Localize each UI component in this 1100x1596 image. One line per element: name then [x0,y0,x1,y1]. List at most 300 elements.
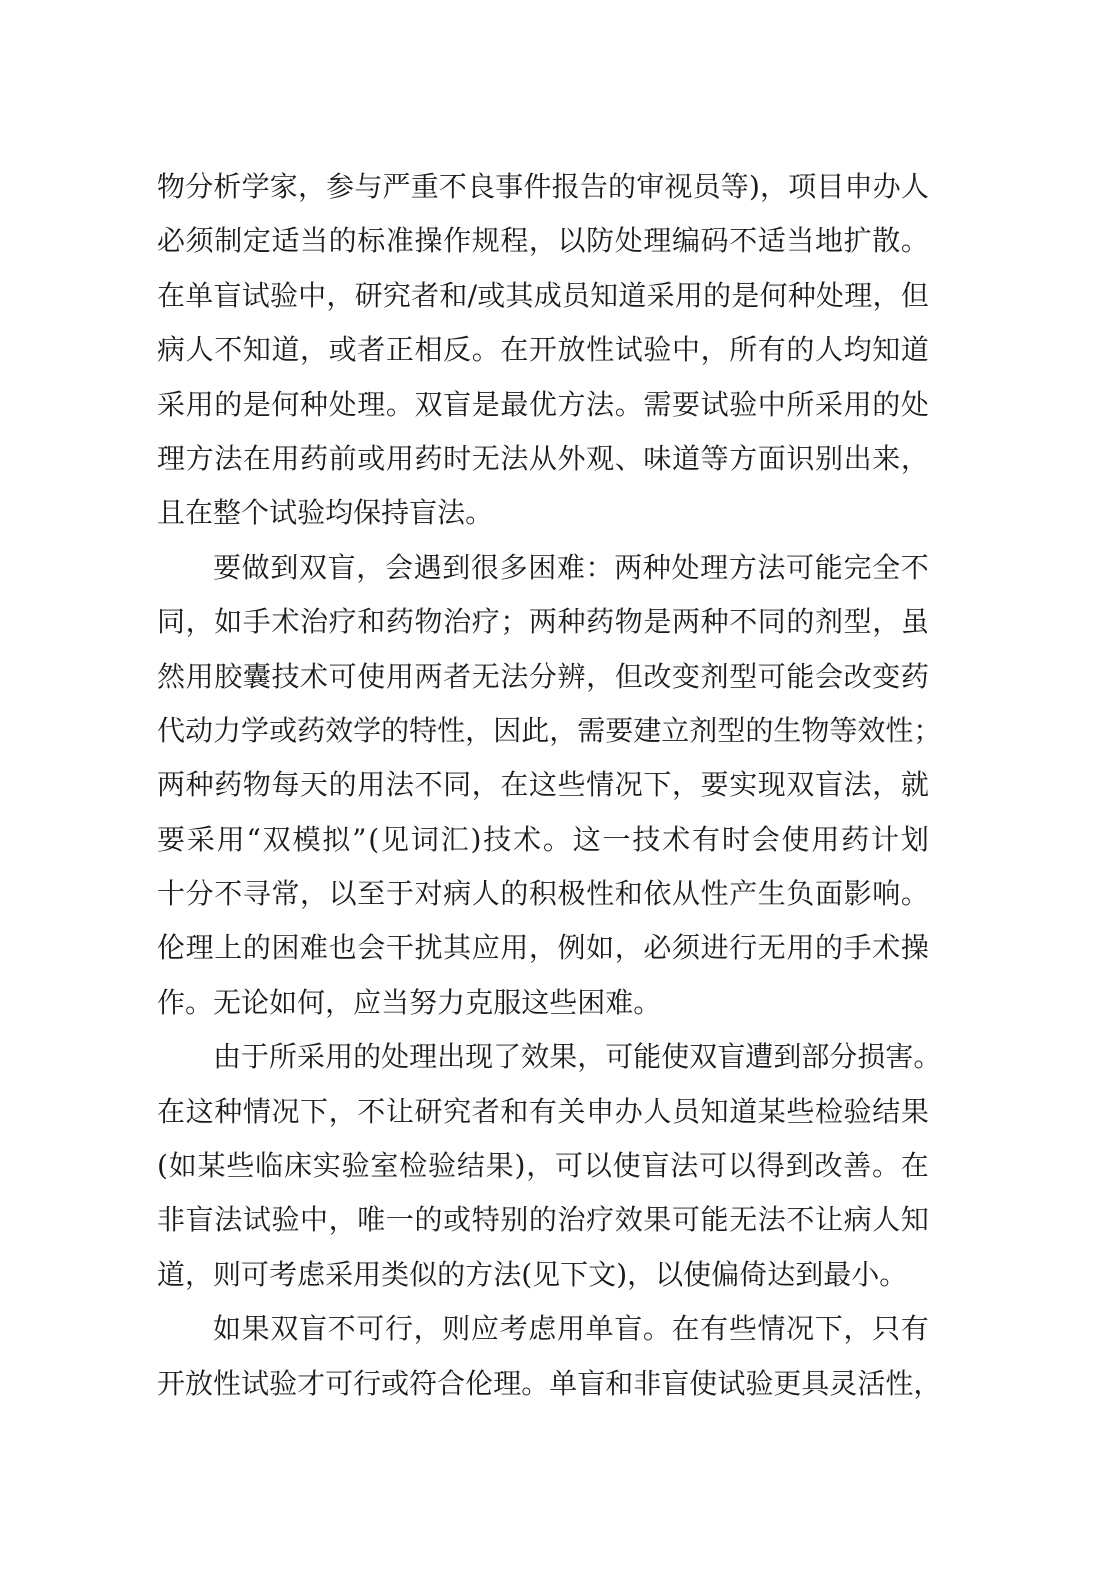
glyph: 知 [700,1094,729,1128]
glyph: 道 [671,441,700,475]
glyph: 采 [297,1040,326,1074]
glyph: 情 [242,1094,271,1128]
glyph: 用 [385,441,414,475]
glyph: 情 [757,1312,786,1346]
glyph: 如 [168,1149,197,1183]
glyph: 更 [773,1366,802,1400]
glyph: 研 [354,278,383,312]
glyph: ， [900,441,929,475]
glyph: 伦 [465,1366,494,1400]
glyph: 或 [357,441,386,475]
glyph: 学 [241,713,270,747]
glyph: “ [246,822,261,856]
glyph: 部 [801,1040,830,1074]
glyph: 用 [357,768,386,802]
glyph: 用 [271,441,300,475]
glyph: 最 [500,387,529,421]
glyph: 物 [801,713,830,747]
glyph: 型 [717,713,746,747]
glyph: 或 [477,278,506,312]
glyph: 人 [643,1094,672,1128]
glyph: 于 [241,1040,270,1074]
glyph: 应 [470,1312,499,1346]
glyph: 程 [500,224,529,258]
glyph: 。 [879,1257,908,1291]
glyph: 的 [437,1257,466,1291]
glyph: 办 [872,170,901,203]
glyph: 对 [414,877,443,911]
glyph: 克 [465,985,494,1019]
glyph: 采 [325,1257,354,1291]
glyph: 有 [700,1312,729,1346]
glyph: 到 [773,1040,802,1074]
glyph: 术 [513,822,542,856]
glyph: 现 [757,768,786,802]
glyph: 至 [357,877,386,911]
glyph: 是 [242,387,271,421]
text-line [157,1139,929,1193]
glyph: 验 [843,1094,872,1128]
glyph: 负 [786,877,815,911]
glyph: 双 [270,1312,299,1346]
glyph: 下 [560,1257,589,1291]
glyph: 词 [410,822,439,856]
glyph: 遭 [745,1040,774,1074]
glyph: 处 [816,278,845,312]
glyph: 天 [300,768,329,802]
glyph: 使 [612,1149,641,1183]
glyph: 。 [642,1312,671,1346]
glyph: 应 [353,985,382,1019]
glyph: 十 [157,877,186,911]
glyph: 验 [271,1203,300,1237]
glyph: 符 [409,1366,438,1400]
glyph: 才 [297,1366,326,1400]
glyph: 无 [757,931,786,965]
glyph: 。 [465,496,494,530]
glyph: 目 [816,170,845,203]
glyph: 是 [731,278,760,312]
glyph: 采 [157,387,186,421]
glyph: 的 [328,224,357,258]
glyph: 人 [815,333,844,367]
glyph: 何 [297,985,326,1019]
glyph: 某 [197,1149,226,1183]
glyph: 盲 [298,1312,327,1346]
glyph: 胶 [214,659,243,693]
glyph: 术 [662,822,691,856]
glyph: 干 [385,931,414,965]
text-line [157,704,942,758]
glyph: 试 [241,278,270,312]
glyph: ， [528,931,557,965]
glyph: 使 [357,659,386,693]
glyph: 性 [885,713,914,747]
glyph: 此 [521,713,550,747]
glyph: 何 [759,278,788,312]
glyph: 的 [786,333,815,367]
glyph: 可 [328,659,357,693]
glyph: 以 [583,1149,612,1183]
glyph: 盲 [717,1040,746,1074]
glyph: 的 [328,768,357,802]
glyph: 良 [467,170,496,203]
glyph: 困 [528,550,557,584]
glyph: 所 [729,333,758,367]
glyph: 验 [745,1366,774,1400]
glyph: 件 [523,170,552,203]
glyph: 立 [661,713,690,747]
glyph: 难 [300,931,329,965]
glyph: 如 [213,1312,242,1346]
glyph: 会 [815,659,844,693]
glyph: ( [521,1257,533,1291]
glyph: 积 [528,877,557,911]
glyph: 用 [185,387,214,421]
glyph: ， [185,1257,214,1291]
glyph: 正 [385,333,414,367]
glyph: 验 [643,333,672,367]
glyph: 面 [815,877,844,911]
glyph: 不 [214,333,243,367]
glyph: 在 [185,496,214,530]
glyph: 的 [872,387,901,421]
glyph: 制 [214,224,243,258]
glyph: 些 [226,1149,255,1183]
glyph: 操 [414,224,443,258]
glyph: 然 [157,659,186,693]
text-line [157,432,929,486]
paragraph-first-line [157,1030,942,1084]
glyph: 中 [757,387,786,421]
glyph: 外 [557,441,586,475]
glyph: 病 [443,877,472,911]
glyph: ， [913,1366,942,1400]
glyph: 。 [871,1149,900,1183]
glyph: 改 [843,659,872,693]
glyph: 双 [414,387,443,421]
glyph: 虑 [528,1312,557,1346]
glyph: 药 [586,605,615,639]
glyph: 同 [757,605,786,639]
glyph: 须 [185,224,214,258]
glyph: 使 [661,1040,690,1074]
glyph: 法 [493,1257,522,1291]
glyph: 生 [773,713,802,747]
glyph: 每 [271,768,300,802]
glyph: 做 [241,550,270,584]
glyph: 考 [269,1257,298,1291]
glyph: 当 [381,985,410,1019]
glyph: 困 [577,985,606,1019]
glyph: 别 [500,1203,529,1237]
glyph: 别 [815,441,844,475]
glyph: 很 [470,550,499,584]
glyph: 识 [786,441,815,475]
glyph: 试 [242,1203,271,1237]
glyph: ， [671,768,700,802]
text-line [157,976,929,1030]
glyph: 果 [241,1312,270,1346]
glyph: 法 [437,496,466,530]
glyph: 的 [353,1040,382,1074]
glyph: 力 [437,985,466,1019]
glyph: 重 [410,170,439,203]
glyph: 的 [745,713,774,747]
glyph: 可 [699,1149,728,1183]
glyph: 的 [528,1203,557,1237]
body-text [157,160,942,1411]
paragraph-first-line [157,1302,929,1356]
glyph: 或 [443,1203,472,1237]
glyph: 一 [602,822,631,856]
glyph: ( [157,1149,168,1183]
glyph: 下 [814,1312,843,1346]
glyph: 有 [692,822,721,856]
glyph: 如 [214,605,243,639]
glyph: 极 [557,877,586,911]
glyph: 两 [157,768,186,802]
glyph: 要 [671,387,700,421]
glyph: 标 [357,224,386,258]
glyph: 不 [900,550,929,584]
glyph: 响 [872,877,901,911]
glyph: 试 [241,1366,270,1400]
glyph: 理 [493,1366,522,1400]
glyph: 行 [384,1312,413,1346]
glyph: 果 [643,1203,672,1237]
glyph: 前 [328,441,357,475]
glyph: 况 [614,768,643,802]
glyph: 双 [786,768,815,802]
glyph: 与 [354,170,383,203]
glyph: 知 [242,333,271,367]
glyph: 虑 [297,1257,326,1291]
glyph: 建 [633,713,662,747]
glyph: 盲 [327,550,356,584]
glyph: 要 [157,822,186,856]
glyph: 况 [271,1094,300,1128]
glyph: 双 [689,1040,718,1074]
glyph: 用 [786,931,815,965]
glyph: 验 [269,278,298,312]
text-line [157,486,929,540]
glyph: 准 [385,224,414,258]
glyph: 方 [728,550,757,584]
glyph: 员 [671,1094,700,1128]
glyph: 下 [643,768,672,802]
glyph: 要 [605,713,634,747]
glyph: ) [748,170,760,203]
glyph: 理 [157,441,186,475]
glyph: 如 [586,931,615,965]
glyph: 要 [700,768,729,802]
glyph: 汇 [440,822,469,856]
glyph: 审 [636,170,665,203]
glyph: 理 [844,278,873,312]
glyph: 但 [900,278,929,312]
glyph: 法 [670,1149,699,1183]
glyph: ， [185,605,214,639]
glyph: 试 [700,387,729,421]
glyph: 。 [913,1040,942,1074]
glyph: 应 [471,931,500,965]
glyph: 得 [756,1149,785,1183]
glyph: 是 [471,387,500,421]
glyph: 中 [298,278,327,312]
glyph: 物 [242,768,271,802]
glyph: 在 [157,278,186,312]
glyph: 在 [900,1149,929,1183]
glyph: 出 [843,441,872,475]
glyph: ) [616,1257,628,1291]
glyph: 特 [471,1203,500,1237]
glyph: 药 [414,441,443,475]
glyph: 时 [721,822,750,856]
glyph: ； [913,713,942,747]
glyph: 家 [269,170,298,203]
glyph: 观 [586,441,615,475]
glyph: 需 [643,387,672,421]
glyph: 参 [326,170,355,203]
glyph: 室 [370,1149,399,1183]
glyph: 到 [785,1149,814,1183]
glyph: 划 [900,822,929,856]
glyph: 治 [557,1203,586,1237]
glyph: 害 [885,1040,914,1074]
glyph: 的 [414,1203,443,1237]
glyph: 地 [815,224,844,258]
glyph: 病 [843,1203,872,1237]
glyph: 事 [495,170,524,203]
glyph: 些 [549,985,578,1019]
glyph: 手 [843,931,872,965]
glyph: 保 [353,496,382,530]
glyph: 可 [605,1040,634,1074]
glyph: 难 [605,985,634,1019]
glyph: 告 [579,170,608,203]
glyph: 药 [841,822,870,856]
glyph: 检 [815,1094,844,1128]
text-line [157,1357,942,1411]
glyph: 会 [751,822,780,856]
glyph: 成 [533,278,562,312]
glyph: 性 [437,713,466,747]
glyph: 整 [213,496,242,530]
glyph: ， [471,768,500,802]
glyph: 盲 [641,1149,670,1183]
glyph: 不 [786,1203,815,1237]
glyph: 常 [271,877,300,911]
text-line [157,595,929,649]
glyph: 研 [414,1094,443,1128]
glyph: 和 [439,278,468,312]
glyph: 种 [557,605,586,639]
glyph: 型 [729,659,758,693]
glyph: 用 [185,659,214,693]
glyph: 一 [385,1203,414,1237]
glyph: ， [325,985,354,1019]
glyph: 规 [471,224,500,258]
glyph: 或 [269,713,298,747]
glyph: 。 [614,387,643,421]
glyph: 学 [353,713,382,747]
glyph: 有 [757,333,786,367]
glyph: 防 [586,224,615,258]
glyph: 理 [409,1040,438,1074]
glyph: 有 [528,1094,557,1128]
glyph: 双 [298,550,327,584]
glyph: 法 [757,550,786,584]
glyph: 果 [549,1040,578,1074]
glyph: ， [528,224,557,258]
glyph: ； [500,605,529,639]
glyph: 力 [213,713,242,747]
glyph: 分 [185,170,214,203]
glyph: 道 [900,333,929,367]
text-line [157,1085,929,1139]
glyph: 影 [843,877,872,911]
glyph: 可 [757,659,786,693]
glyph: 不 [327,1312,356,1346]
glyph: 者 [357,333,386,367]
glyph: 者 [443,659,472,693]
glyph: 见 [532,1257,561,1291]
glyph: 性 [586,877,615,911]
glyph: 。 [542,822,571,856]
glyph: 生 [757,877,786,911]
glyph: 法 [757,1203,786,1237]
glyph: ， [614,931,643,965]
glyph: 让 [385,1094,414,1128]
glyph: 有 [900,1312,929,1346]
glyph: 和 [605,1366,634,1400]
glyph: 是 [643,605,672,639]
glyph: 某 [757,1094,786,1128]
glyph: 病 [157,333,186,367]
glyph: 代 [157,713,186,747]
glyph: 持 [381,496,410,530]
glyph: 产 [729,877,758,911]
glyph: 采 [186,822,215,856]
glyph: 模 [292,822,321,856]
glyph: 道 [729,1094,758,1128]
glyph: ， [586,659,615,693]
glyph: 如 [269,985,298,1019]
text-line [157,1248,929,1302]
glyph: 些 [728,1312,757,1346]
glyph: 。 [900,877,929,911]
glyph: 以 [557,224,586,258]
glyph: 会 [357,931,386,965]
glyph: 的 [242,931,271,965]
glyph: 况 [786,1312,815,1346]
glyph: 依 [643,877,672,911]
glyph: 辨 [557,659,586,693]
glyph: 办 [614,1094,643,1128]
glyph: 于 [385,877,414,911]
glyph: 出 [437,1040,466,1074]
glyph: 药 [900,659,929,693]
glyph: 可 [555,1149,584,1183]
glyph: ， [526,1149,555,1183]
text-line [157,758,929,812]
glyph: 用 [325,1040,354,1074]
glyph: ， [413,1312,442,1346]
glyph: 则 [213,1257,242,1291]
glyph: 人 [872,1203,901,1237]
text-line [157,269,929,323]
